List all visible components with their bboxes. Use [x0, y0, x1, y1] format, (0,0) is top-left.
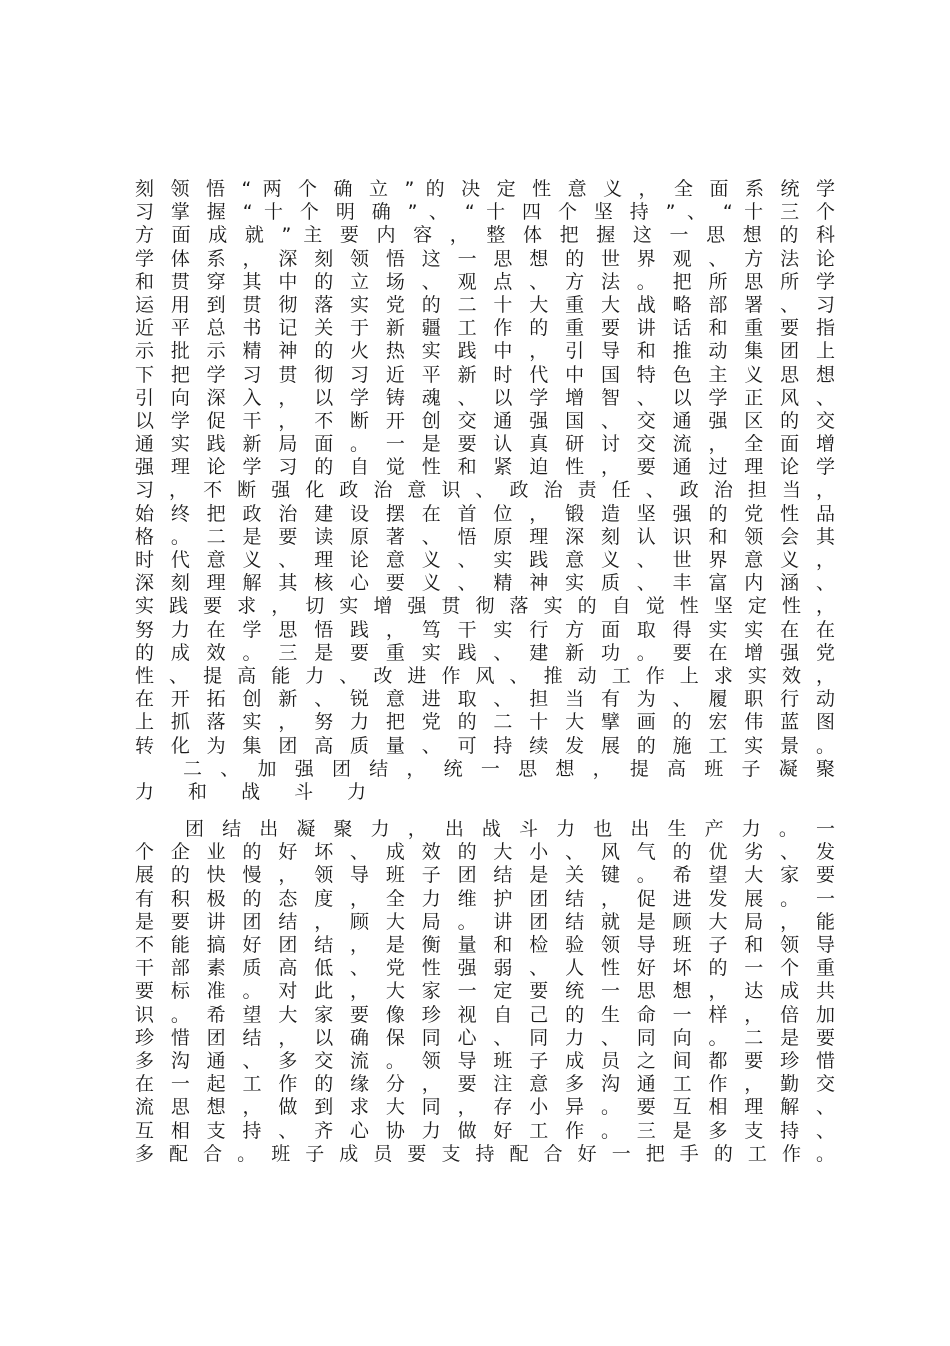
text-line: 努 力 在 学 思 悟 践 ， 笃 干 实 行 方 面 取 得 实 实 在 在	[135, 618, 835, 641]
text-line: 示 批 示 精 神 的 火 热 实 践 中 ， 引 导 和 推 动 集 团 上	[135, 340, 835, 363]
text-line: 流 思 想 ， 做 到 求 大 同 ， 存 小 异 。 要 互 相 理 解 、	[135, 1096, 835, 1119]
text-line: 是 要 讲 团 结 ， 顾 大 局 。 讲 团 结 就 是 顾 大 局 ， 能	[135, 910, 835, 933]
text-line: 不 能 搞 好 团 结 ， 是 衡 量 和 检 验 领 导 班 子 和 领 导	[135, 934, 835, 956]
paragraph-spacer	[135, 804, 835, 818]
text-line: 习 掌 握 “ 十 个 明 确 ” 、 “ 十 四 个 坚 持 ” 、 “ 十 三 个	[135, 201, 835, 224]
text-line: 深 刻 理 解 其 核 心 要 义 、 精 神 实 质 、 丰 富 内 涵 、	[135, 572, 835, 595]
text-line: 强 理 论 学 习 的 自 觉 性 和 紧 迫 性 ， 要 通 过 理 论 学	[135, 456, 835, 479]
heading-line: 力 和 战 斗 力	[135, 780, 381, 803]
text-line: 个 企 业 的 好 坏 、 成 效 的 大 小 、 风 气 的 优 劣 、 发	[135, 841, 835, 864]
text-line: 下 把 学 习 贯 彻 习 近 平 新 时 代 中 国 特 色 主 义 思 想	[135, 363, 835, 386]
text-line: 珍 惜 团 结 ， 以 确 保 同 心 、 同 力 、 同 向 。 二 是 要	[135, 1026, 835, 1049]
text-line: 近 平 总 书 记 关 于 新 疆 工 作 的 重 要 讲 话 和 重 要 指	[135, 317, 835, 340]
text-line: 展 的 快 慢 ， 领 导 班 子 团 结 是 关 键 。 希 望 大 家 要	[135, 864, 835, 887]
text-line: 运 用 到 贯 彻 落 实 党 的 二 十 大 重 大 战 略 部 署 、 习	[135, 293, 835, 316]
document-body	[135, 178, 835, 1166]
text-line: 干 部 素 质 高 低 、 党 性 强 弱 、 人 性 好 坏 的 一 个 重	[135, 957, 835, 980]
text-line: 有 积 极 的 态 度 ， 全 力 维 护 团 结 ， 促 进 发 展 。 一	[135, 887, 835, 910]
text-line: 的 成 效 。 三 是 要 重 实 践 、 建 新 功 。 要 在 增 强 党	[135, 641, 835, 664]
text-line: 和 贯 穿 其 中 的 立 场 、 观 点 、 方 法 。 把 所 思 所 学	[135, 270, 835, 293]
text-line: 习 ， 不 断 强 化 政 治 意 识 、 政 治 责 任 、 政 治 担 当 ，	[135, 479, 835, 502]
text-line: 刻 领 悟 “ 两 个 确 立 ” 的 决 定 性 意 义 ， 全 面 系 统 学	[135, 178, 835, 200]
text-line: 实 践 要 求 ， 切 实 增 强 贯 彻 落 实 的 自 觉 性 坚 定 性 ，	[135, 595, 835, 618]
text-line: 通 实 践 新 局 面 。 一 是 要 认 真 研 讨 交 流 ， 全 面 增	[135, 433, 835, 456]
text-line: 时 代 意 义 、 理 论 意 义 、 实 践 意 义 、 世 界 意 义 ，	[135, 549, 835, 571]
section-heading	[135, 758, 835, 804]
text-line: 方 面 成 就 ” 主 要 内 容 ， 整 体 把 握 这 一 思 想 的 科	[135, 224, 835, 247]
text-line: 在 一 起 工 作 的 缘 分 ， 要 注 意 多 沟 通 工 作 ， 勤 交	[135, 1073, 835, 1096]
text-line: 引 向 深 入 ， 以 学 铸 魂 、 以 学 增 智 、 以 学 正 风 、	[135, 386, 835, 409]
text-line: 在 开 拓 创 新 、 锐 意 进 取 、 担 当 有 为 、 履 职 行 动	[135, 688, 835, 711]
paragraph-1	[135, 178, 835, 758]
heading-line: 二 、 加 强 团 结 ， 统 一 思 想 ， 提 高 班 子 凝 聚	[183, 757, 835, 780]
text-line: 上 抓 落 实 ， 努 力 把 党 的 二 十 大 擘 画 的 宏 伟 蓝 图	[135, 711, 835, 734]
text-line: 转 化 为 集 团 高 质 量 、 可 持 续 发 展 的 施 工 实 景 。	[135, 734, 835, 757]
text-line: 性 、 提 高 能 力 、 改 进 作 风 、 推 动 工 作 上 求 实 效 ，	[135, 664, 835, 687]
text-line: 识 。 希 望 大 家 要 像 珍 视 自 己 的 生 命 一 样 ， 倍 加	[135, 1003, 835, 1026]
text-line: 互 相 支 持 、 齐 心 协 力 做 好 工 作 。 三 是 多 支 持 、	[135, 1119, 835, 1142]
text-line: 格 。 二 是 要 读 原 著 、 悟 原 理 深 刻 认 识 和 领 会 其	[135, 525, 835, 548]
text-line: 以 学 促 干 ， 不 断 开 创 交 通 强 国 、 交 通 强 区 的 交	[135, 409, 835, 432]
text-line: 多 沟 通 、 多 交 流 。 领 导 班 子 成 员 之 间 都 要 珍 惜	[135, 1049, 835, 1072]
paragraph-2	[135, 818, 835, 1166]
text-line: 学 体 系 ， 深 刻 领 悟 这 一 思 想 的 世 界 观 、 方 法 论	[135, 247, 835, 270]
text-line: 始 终 把 政 治 建 设 摆 在 首 位 ， 锻 造 坚 强 的 党 性 品	[135, 502, 835, 525]
text-line: 要 标 准 。 对 此 ， 大 家 一 定 要 统 一 思 想 ， 达 成 共	[135, 980, 835, 1003]
text-line: 多 配 合 。 班 子 成 员 要 支 持 配 合 好 一 把 手 的 工 作 。	[135, 1142, 835, 1165]
text-line: 团 结 出 凝 聚 力 ， 出 战 斗 力 也 出 生 产 力 。 一	[185, 818, 835, 841]
